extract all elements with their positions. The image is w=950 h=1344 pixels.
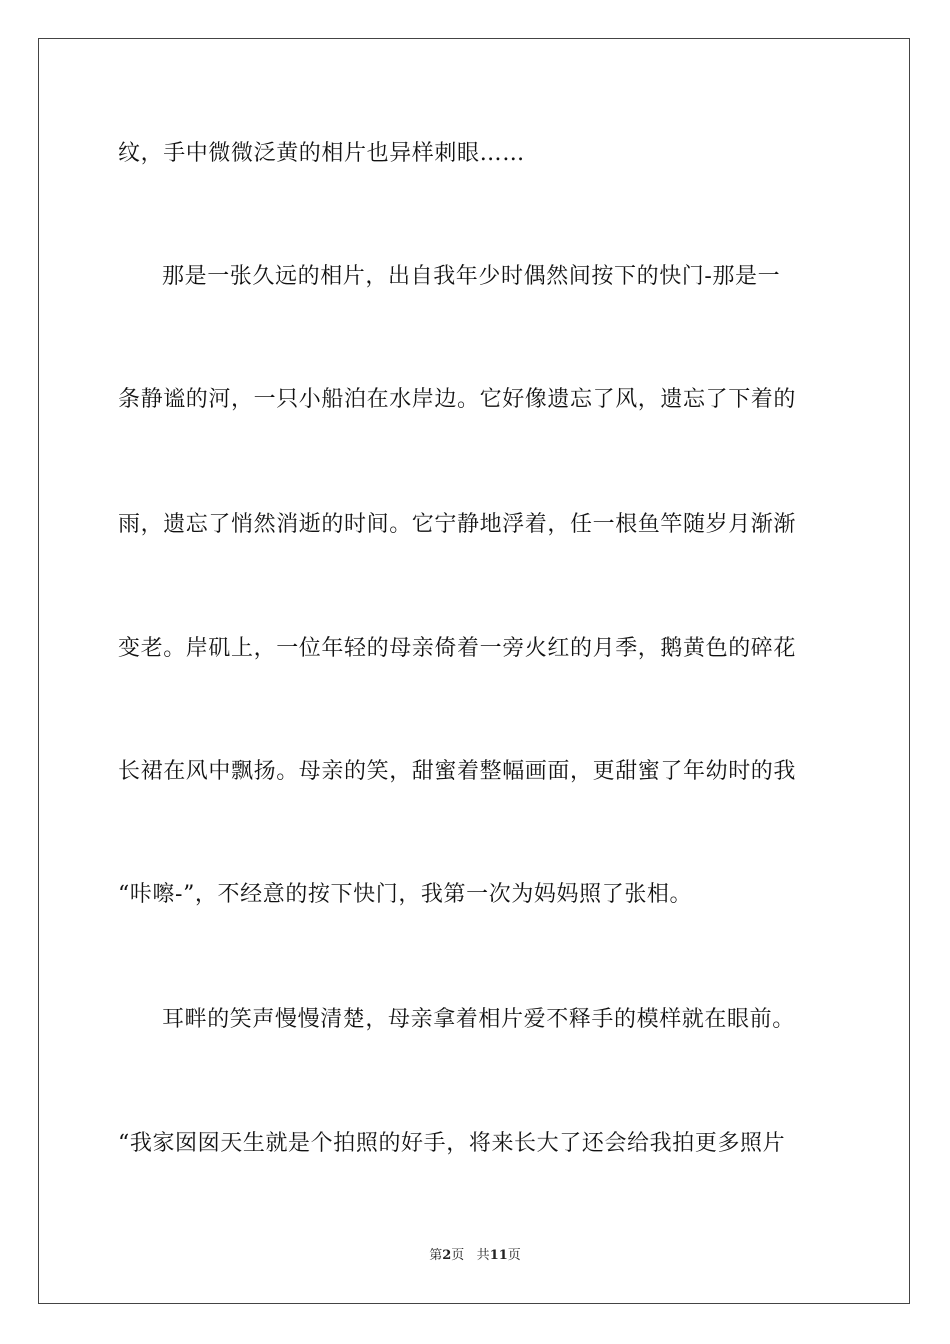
- text-line: 纹，手中微微泛黄的相片也异样刺眼……: [118, 141, 525, 166]
- total-prefix: 共: [476, 1248, 490, 1263]
- page-border: [38, 38, 910, 1304]
- text-line: 长裙在风中飘扬。母亲的笑，甜蜜着整幅画面，更甜蜜了年幼时的我: [118, 759, 797, 784]
- text-line: 条静谧的河，一只小船泊在水岸边。它好像遗忘了风，遗忘了下着的: [118, 387, 797, 412]
- page-prefix: 第: [429, 1248, 443, 1263]
- page-number: 2: [442, 1248, 452, 1263]
- paragraph-start-line: 那是一张久远的相片，出自我年少时偶然间按下的快门-那是一: [162, 264, 781, 289]
- text-line: 雨，遗忘了悄然消逝的时间。它宁静地浮着，任一根鱼竿随岁月渐渐: [118, 512, 797, 537]
- page-suffix: 页: [451, 1248, 465, 1263]
- text-line: “咔嚓-”，不经意的按下快门，我第一次为妈妈照了张相。: [118, 882, 693, 907]
- text-line: “我家囡囡天生就是个拍照的好手，将来长大了还会给我拍更多照片: [118, 1131, 786, 1156]
- paragraph-start-line: 耳畔的笑声慢慢清楚，母亲拿着相片爱不释手的模样就在眼前。: [162, 1007, 795, 1032]
- total-pages: 11: [489, 1248, 508, 1263]
- total-suffix: 页: [507, 1248, 521, 1263]
- page-footer: [0, 1247, 950, 1265]
- text-line: 变老。岸矶上，一位年轻的母亲倚着一旁火红的月季，鹅黄色的碎花: [118, 636, 797, 661]
